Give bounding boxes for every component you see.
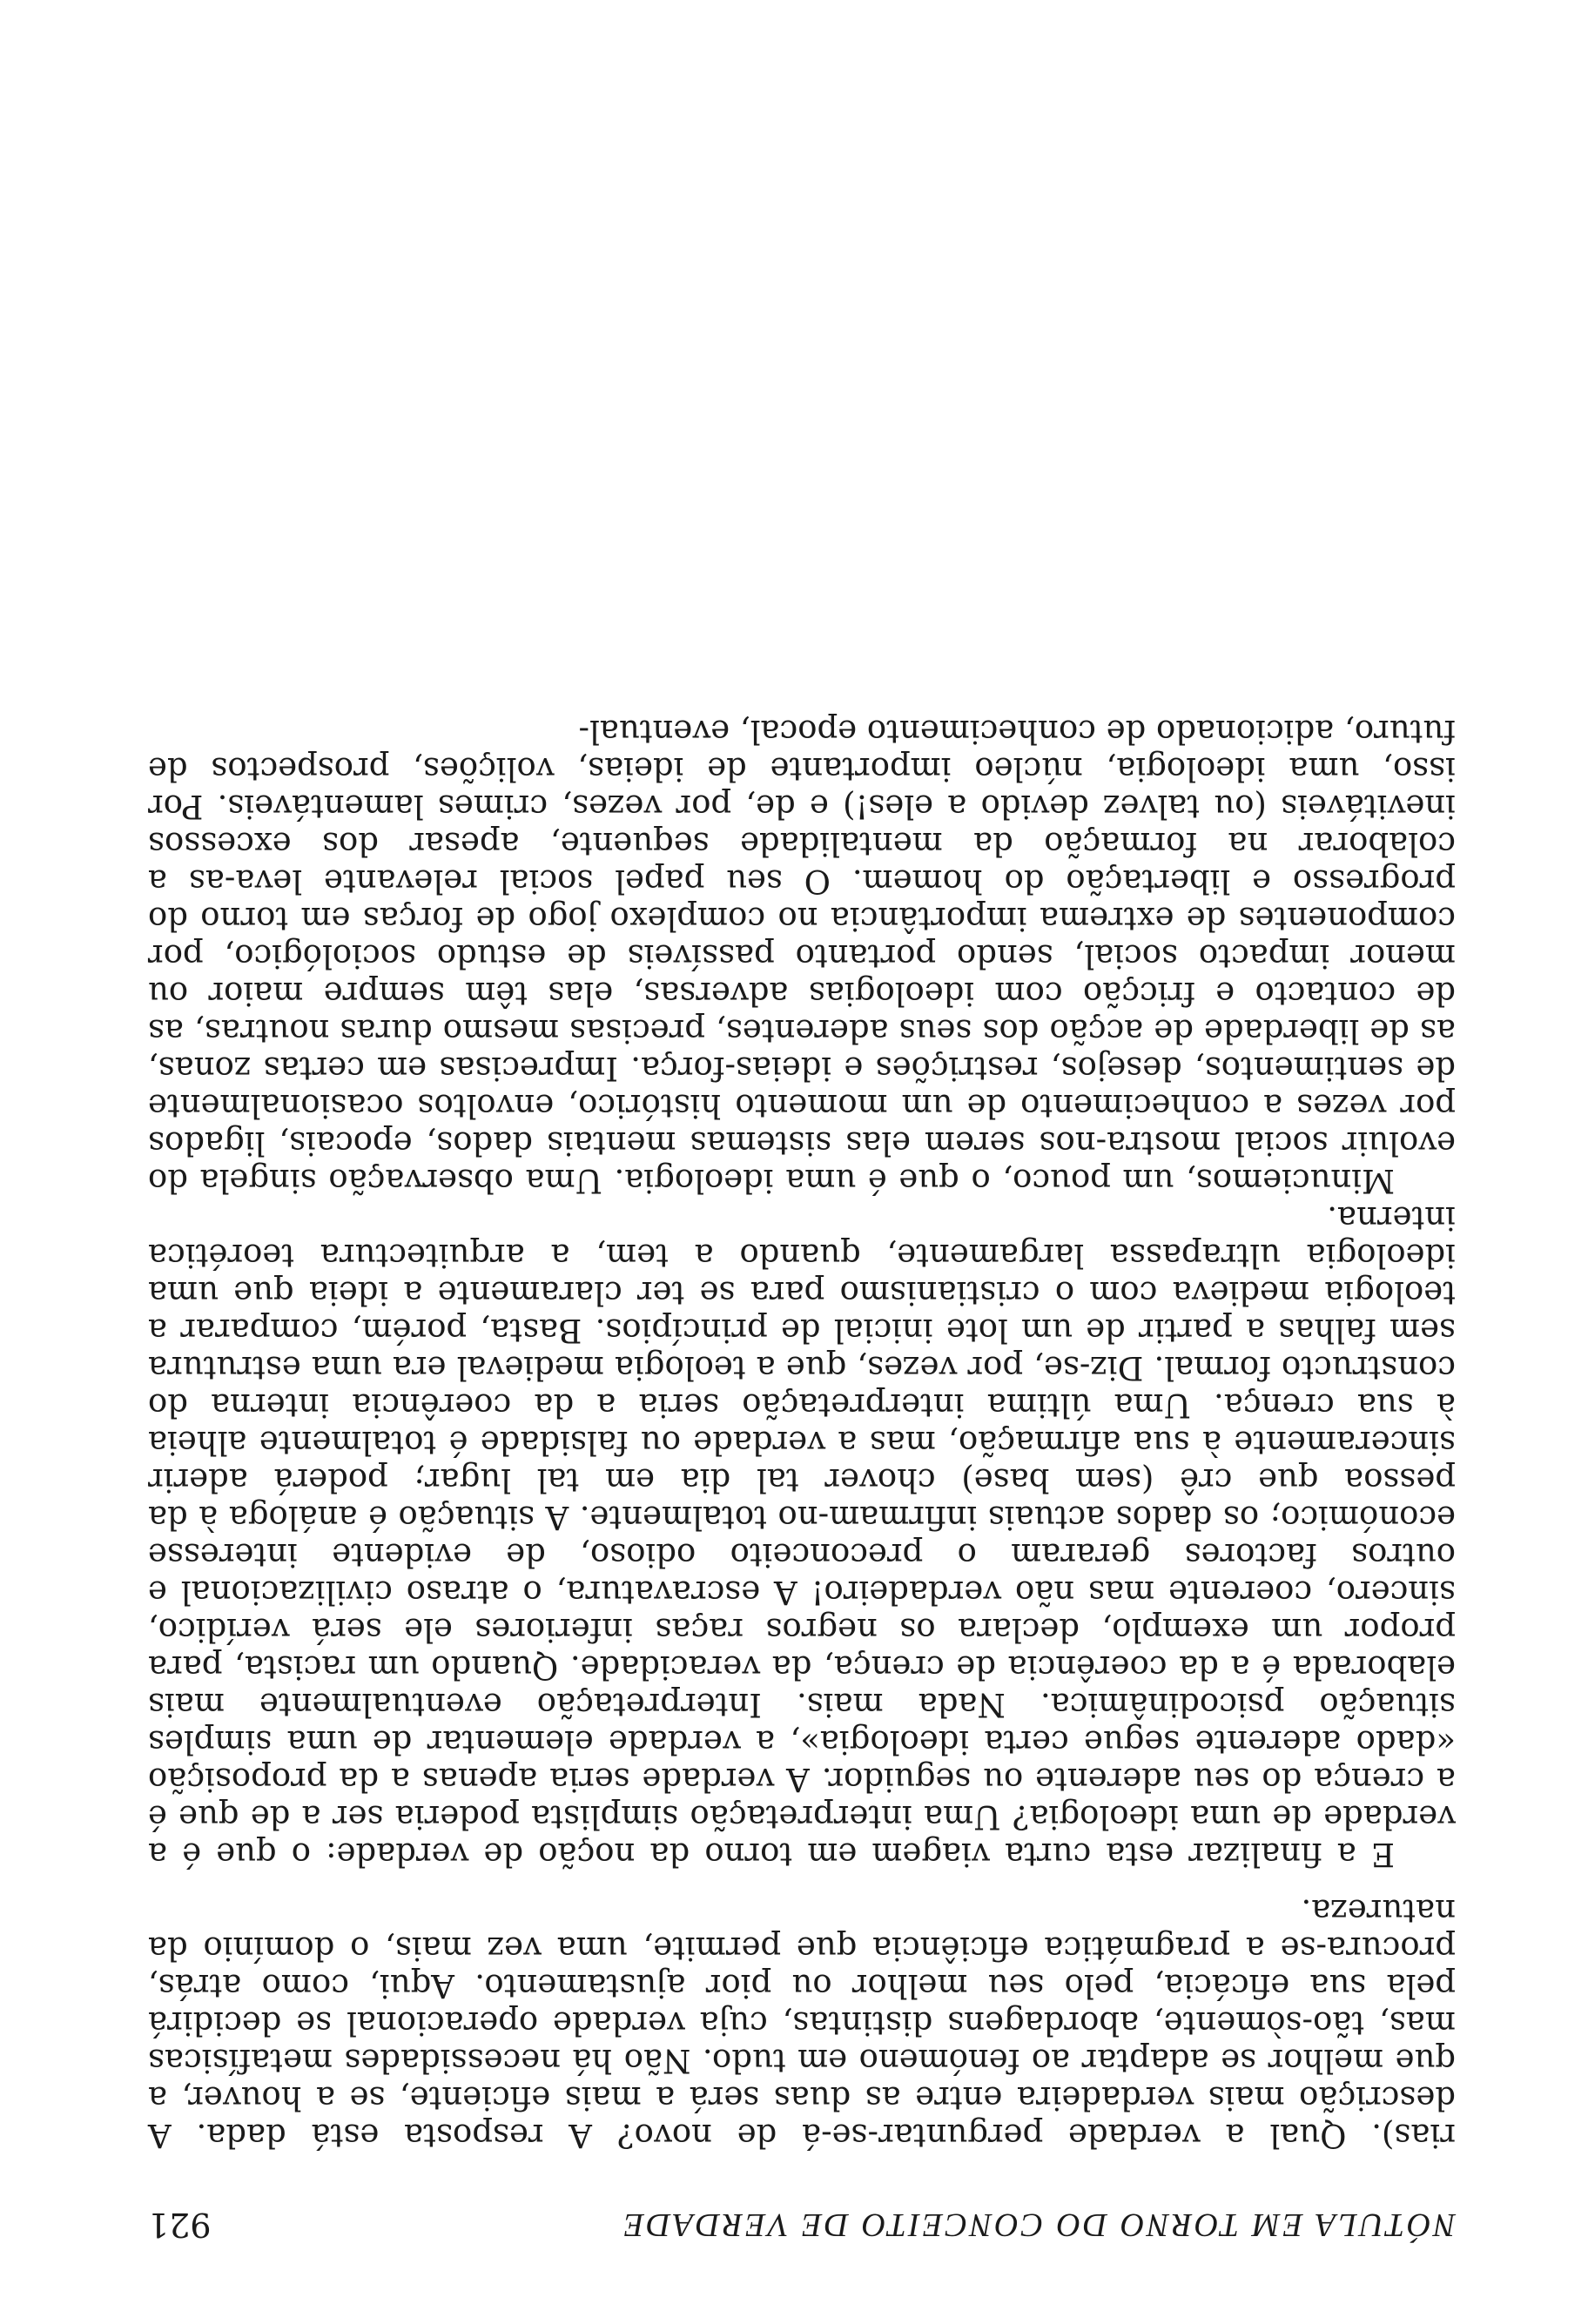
paragraph-continuation: rias). Qual a verdade perguntar-se-á de novo? A resposta está dada. A descrição mais verdadeira entre as duas será a mais eficiente, se a houver, a que melhor se adaptar ao fenómeno em tudo. Não há necessidades metafísicas mas, tão-sòmente, abordagens distintas, cuja verdade operacional se decidirá pela sua eficácia, pelo seu melhor ou pior ajustamento. Aqui, como atrás, procura-se a pragmática eficiência que permite, uma vez mais, o domínio da natureza. (148, 1892, 1456, 2154)
page-header (148, 2192, 1456, 2244)
paragraph-ideology-definition: Minuciemos, um pouco, o que é uma ideologia. Uma observação singela do evoluir social mostra-nos serem elas sistemas mentais dados, epocais, ligados por vezes a conhecimento de um momento histórico, envoltos ocasionalmente de sentimentos, desejos, restrições e ideias-força. Imprecisas em certas zonas, as de liberdade de acção dos seus aderentes, precisas mesmo duras noutras, as de contacto e fricção com ideologias adversas, elas têm sempre maior ou menor impacto social, sendo portanto passíveis de estudo sociológico, por componentes de extrema importância no complexo jogo de forças em torno do progresso e libertação do homem. O seu papel social relevante leva-as a colaborar na formação da mentalidade sequente, apesar dos excessos inevitáveis (ou talvez devido a eles!) e de, por vezes, crimes lamentáveis. Por isso, uma ideologia, núcleo importante de ideias, volições, prospectos de futuro, adicionado de conhecimento epocal, eventual- (148, 713, 1456, 1199)
body-text (148, 713, 1456, 2154)
paragraph-ideology-truth: E a finalizar esta curta viagem em torno da noção de verdade: o que é a verdade de uma ideologia? Uma interpretação simplista poderia ser a de que é a crença do seu aderente ou seguidor. A verdade seria apenas a da proposição «dado aderente segue certa ideologia», a verdade elementar de uma simples situação psicodinâmica. Nada mais. Interpretação eventualmente mais elaborada é a da coerência de crença, da veracidade. Quando um racista, para propor um exemplo, declara os negros raças inferiores ele será verídico, sincero, coerente mas não verdadeiro! A escravatura, o atraso civilizacional e outros factores geraram o preconceito odioso, de evidente interesse económico; os dados actuais infirmam-no totalmente. A situação é análoga à da pessoa que crê (sem base) chover tal dia em tal lugar; poderá aderir sinceramente à sua afirmação, mas a verdade ou falsidade é totalmente alheia à sua crença. Uma última interpretação seria a da coerência interna do constructo formal. Diz-se, por vezes, que a teologia medieval era uma estrutura sem falhas a partir de um lote inicial de princípios. Basta, porém, comparar a teologia medieva com o cristianismo para se ter claramente a ideia que uma ideologia ultrapassa largamente, quando a tem, a arquitectura teorética interna. (148, 1199, 1456, 1873)
running-title: NÓTULA EM TORNO DO CONCEITO DE VERDADE (621, 2206, 1456, 2243)
page-number: 921 (148, 2206, 212, 2244)
